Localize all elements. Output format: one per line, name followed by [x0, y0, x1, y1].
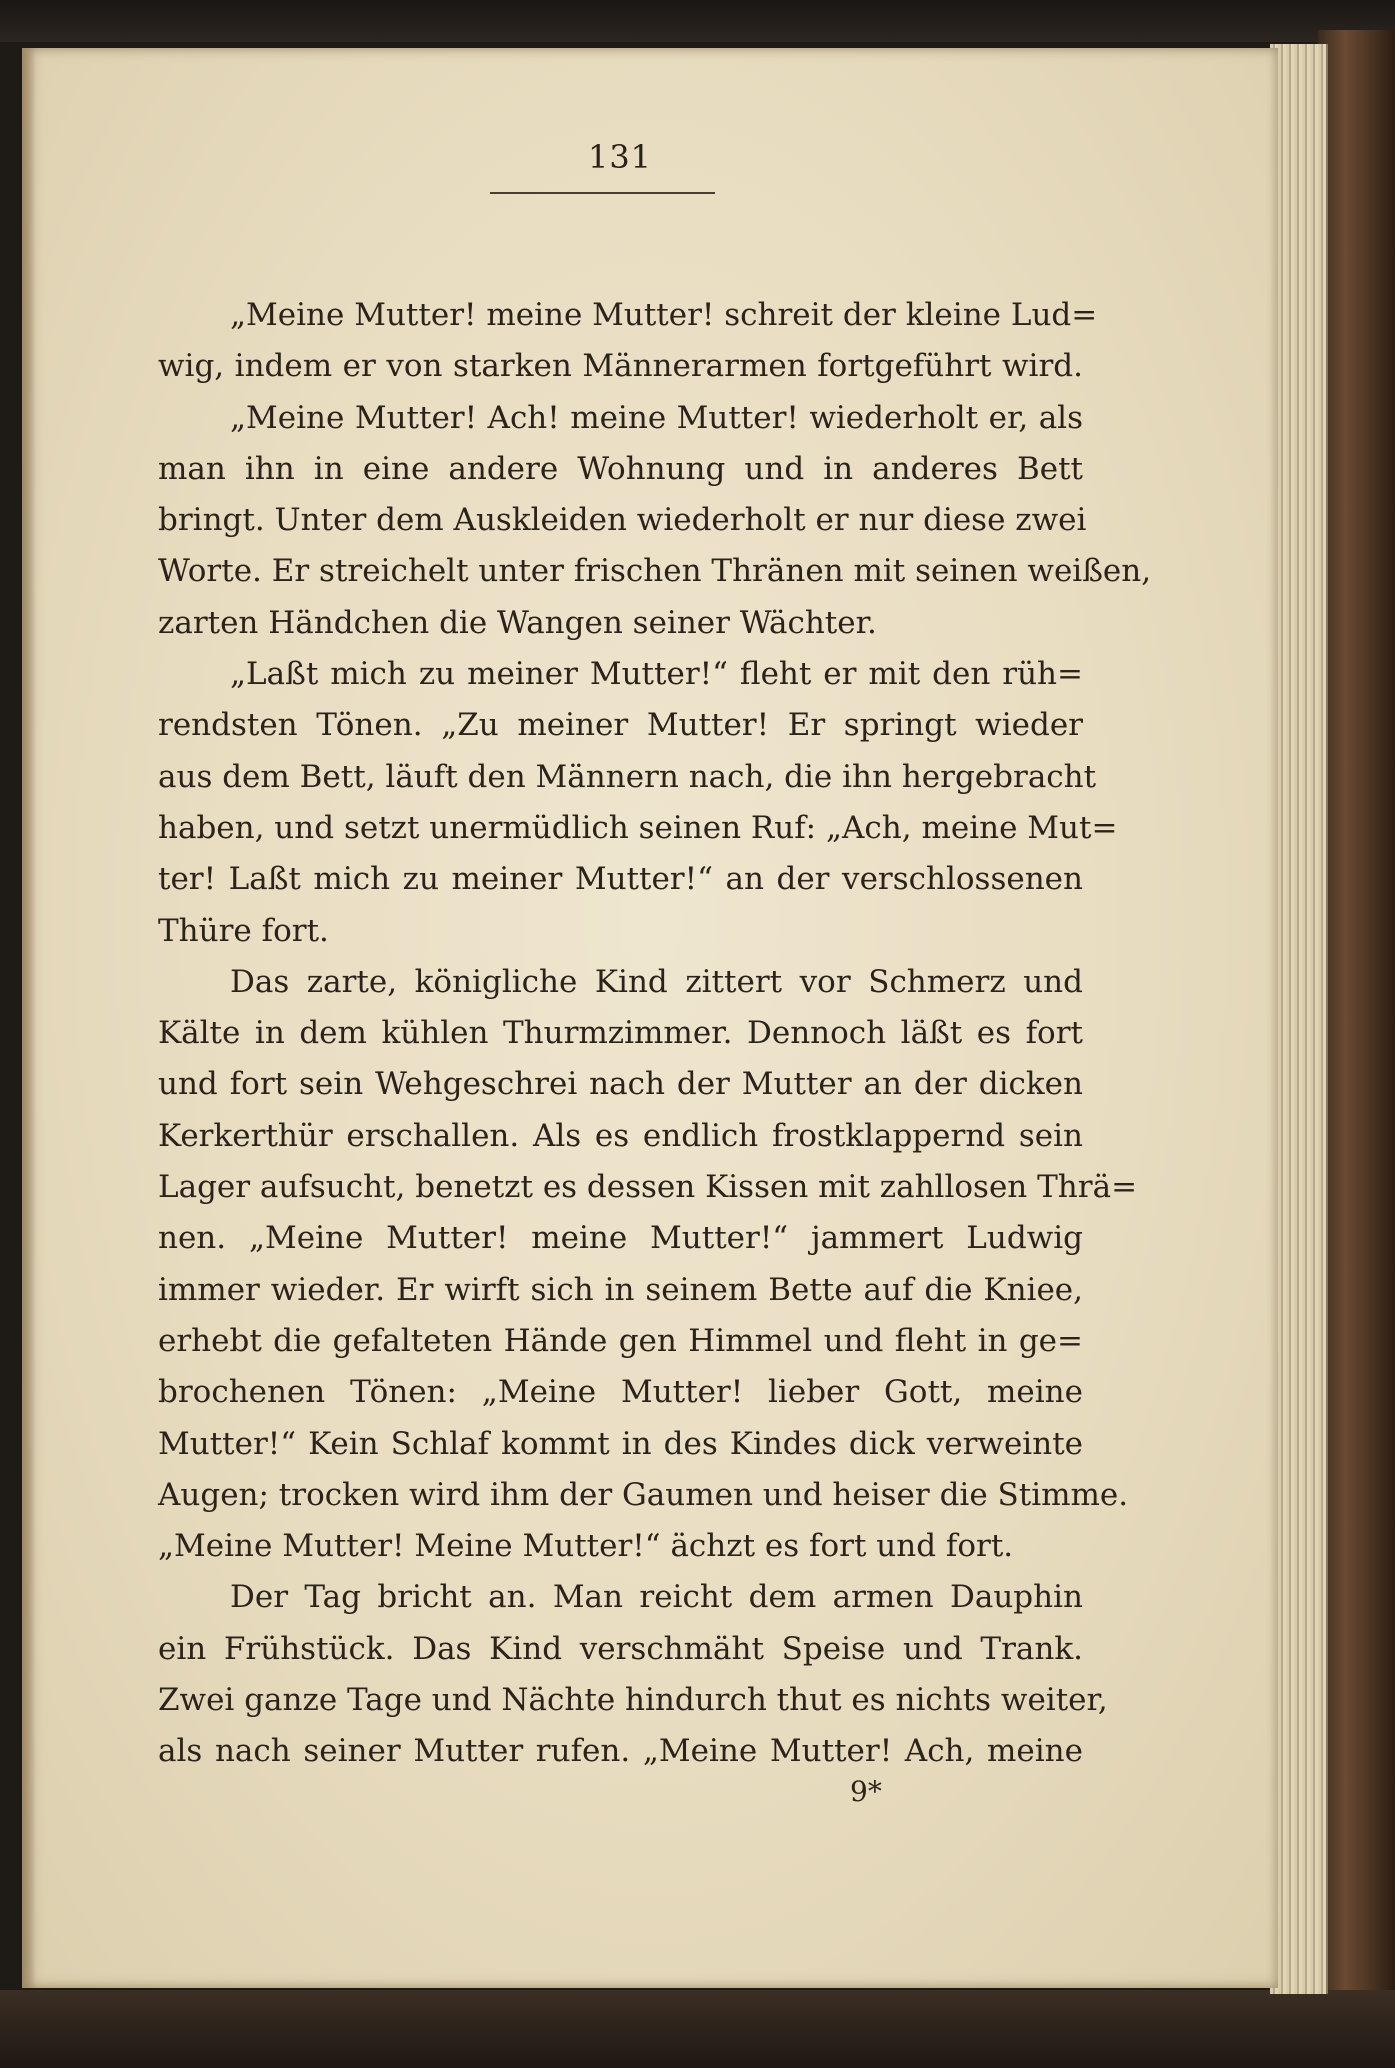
book-cover-top — [0, 0, 1395, 42]
text-line: und fort sein Wehgeschrei nach der Mutter an der dicken — [158, 1066, 1083, 1103]
text-line: „Meine Mutter! Ach! meine Mutter! wiederholt er, als — [230, 399, 1083, 436]
page-number: 131 — [587, 138, 653, 176]
text-line: man ihn in eine andere Wohnung und in anderes Bett — [158, 450, 1083, 487]
text-line: Worte. Er streichelt unter frischen Thränen mit seinen weißen, — [158, 553, 1152, 590]
text-line: Das zarte, königliche Kind zittert vor Schmerz und — [230, 963, 1083, 1000]
text-line: als nach seiner Mutter rufen. „Meine Mutter! Ach, meine — [158, 1733, 1083, 1770]
text-line: bringt. Unter dem Auskleiden wiederholt er nur diese zwei — [158, 502, 1087, 539]
text-line: ein Frühstück. Das Kind verschmäht Speise und Trank. — [158, 1630, 1083, 1667]
text-line: zarten Händchen die Wangen seiner Wächter. — [158, 604, 877, 641]
text-line: erhebt die gefalteten Hände gen Himmel und fleht in ge= — [158, 1322, 1083, 1359]
text-line: Augen; trocken wird ihm der Gaumen und heiser die Stimme. — [158, 1476, 1129, 1513]
text-line: Thüre fort. — [158, 912, 329, 949]
text-line: Zwei ganze Tage und Nächte hindurch thut es nichts weiter, — [158, 1682, 1108, 1719]
text-line: „Laßt mich zu meiner Mutter!“ fleht er mit den rüh= — [230, 656, 1083, 693]
text-line: immer wieder. Er wirft sich in seinem Bette auf die Kniee, — [158, 1271, 1083, 1308]
text-line: Mutter!“ Kein Schlaf kommt in des Kindes dick verweinte — [158, 1425, 1083, 1462]
text-line: brochenen Tönen: „Meine Mutter! lieber Gott, meine — [158, 1374, 1083, 1411]
book-cover-bottom — [0, 1990, 1395, 2068]
text-line: nen. „Meine Mutter! meine Mutter!“ jammert Ludwig — [158, 1220, 1083, 1257]
signature-mark: 9* — [850, 1775, 882, 1808]
text-line: Der Tag bricht an. Man reicht dem armen Dauphin — [230, 1579, 1083, 1616]
text-line: haben, und setzt unermüdlich seinen Ruf: „Ach, meine Mut= — [158, 809, 1118, 846]
page-gutter — [22, 48, 36, 1988]
body-text — [158, 290, 1152, 1778]
text-line: „Meine Mutter! meine Mutter! schreit der kleine Lud= — [230, 297, 1098, 333]
text-line: wig, indem er von starken Männerarmen fortgeführt wird. — [158, 348, 1083, 385]
text-line: aus dem Bett, läuft den Männern nach, die ihn hergebracht — [158, 758, 1097, 795]
text-line: „Meine Mutter! Meine Mutter!“ ächzt es fort und fort. — [158, 1528, 1014, 1565]
text-line: rendsten Tönen. „Zu meiner Mutter! Er springt wieder — [158, 707, 1083, 744]
text-line: Kerkerthür erschallen. Als es endlich frostklappernd sein — [158, 1117, 1083, 1154]
text-line: ter! Laßt mich zu meiner Mutter!“ an der verschlossenen — [158, 861, 1083, 898]
book-cover-right — [1318, 30, 1395, 2020]
page-stack-edge — [1270, 44, 1328, 1994]
header-rule — [490, 192, 715, 194]
text-line: Lager aufsucht, benetzt es dessen Kissen mit zahllosen Thrä= — [158, 1169, 1138, 1206]
text-line: Kälte in dem kühlen Thurmzimmer. Dennoch läßt es fort — [158, 1015, 1083, 1052]
